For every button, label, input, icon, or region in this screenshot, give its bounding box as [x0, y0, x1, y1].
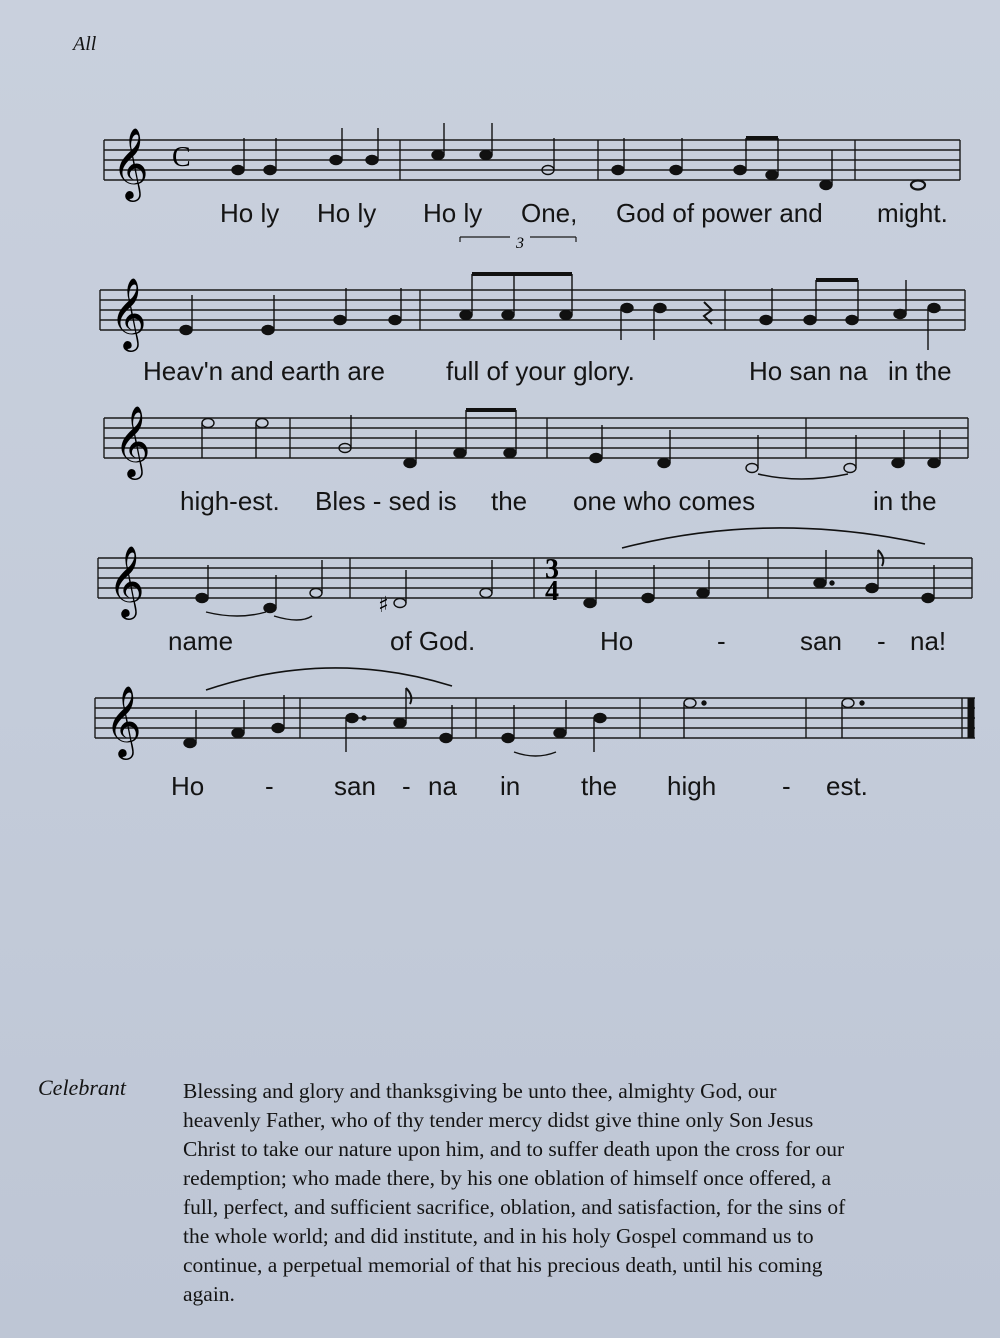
prayer-line: Blessing and glory and thanksgiving be unto thee, almighty God, our — [183, 1079, 777, 1103]
music-system-5 — [0, 660, 1000, 820]
lyric: Bles - sed is — [315, 486, 457, 516]
prayer-line: Christ to take our nature upon him, and to suffer death upon the cross for our — [183, 1137, 845, 1161]
flag-icon — [406, 688, 411, 704]
lyric: Heav'n and earth are — [143, 356, 386, 386]
lyric: might. — [877, 198, 948, 228]
lyric: na! — [910, 626, 947, 656]
lyric: God of power and — [616, 198, 823, 228]
celebrant-label: Celebrant — [38, 1075, 126, 1100]
lyric: - — [782, 771, 791, 801]
sharp-icon: ♯ — [378, 593, 389, 618]
lyric: full of your glory. — [446, 356, 635, 386]
lyric: in — [500, 771, 521, 801]
music-system-4 — [0, 520, 1000, 680]
performer-label: All — [73, 33, 97, 55]
lyric: high-est. — [180, 486, 280, 516]
lyric: One, — [521, 198, 578, 228]
lyric: name — [168, 626, 234, 656]
prayer-line: continue, a perpetual memorial of that his precious death, until his coming — [183, 1253, 823, 1277]
lyric: in the — [888, 356, 952, 386]
staff-4 — [0, 520, 1000, 680]
prayer-line: the whole world; and did institute, and in his holy Gospel command us to — [183, 1224, 814, 1248]
celebrant-prayer — [183, 1077, 943, 1309]
lyric: - — [877, 626, 886, 656]
treble-clef-icon: 𝄞 — [112, 126, 149, 199]
staff-1 — [0, 100, 1000, 260]
lyric: the — [491, 486, 528, 516]
time-signature-bottom: 4 — [545, 576, 559, 607]
lyric: Ho ly — [220, 198, 280, 228]
tie-icon — [206, 612, 312, 620]
prayer-line: heavenly Father, who of thy tender mercy didst give thine only Son Jesus — [183, 1108, 814, 1132]
quarter-rest-icon — [704, 302, 712, 324]
lyric: Ho ly — [317, 198, 377, 228]
lyric: - — [402, 771, 411, 801]
treble-clef-icon: 𝄞 — [110, 276, 147, 349]
lyric: san — [800, 626, 842, 656]
lyric: na — [428, 771, 457, 801]
music-system-3 — [0, 380, 1000, 540]
lyric: - — [265, 771, 274, 801]
lyric: one who comes — [573, 486, 756, 516]
music-system-1 — [0, 100, 1000, 260]
lyric: in the — [873, 486, 937, 516]
lyric: Ho san na — [749, 356, 868, 386]
prayer-line: again. — [183, 1282, 235, 1306]
lyric: Ho — [600, 626, 634, 656]
prayer-line: full, perfect, and sufficient sacrifice, oblation, and satisfaction, for the sins of — [183, 1195, 846, 1219]
lyric: Ho — [171, 771, 205, 801]
slur-icon — [206, 668, 452, 690]
lyric: high — [667, 771, 717, 801]
lyric: Ho ly — [423, 198, 483, 228]
lyric: - — [717, 626, 726, 656]
treble-clef-icon: 𝄞 — [114, 404, 151, 477]
lyric: san — [334, 771, 376, 801]
lyric: of God. — [390, 626, 476, 656]
time-signature-top: 3 — [545, 554, 559, 585]
lyric: the — [581, 771, 618, 801]
tie-icon — [758, 474, 848, 479]
treble-clef-icon: 𝄞 — [108, 544, 145, 617]
lyric: est. — [826, 771, 868, 801]
common-time-icon: C — [172, 142, 191, 173]
prayer-line: redemption; who made there, by his one oblation of himself once offered, a — [183, 1166, 831, 1190]
treble-clef-icon: 𝄞 — [105, 684, 142, 757]
tie-icon — [514, 752, 556, 756]
slur-icon — [622, 528, 925, 548]
triplet-mark: 3 — [516, 235, 524, 252]
